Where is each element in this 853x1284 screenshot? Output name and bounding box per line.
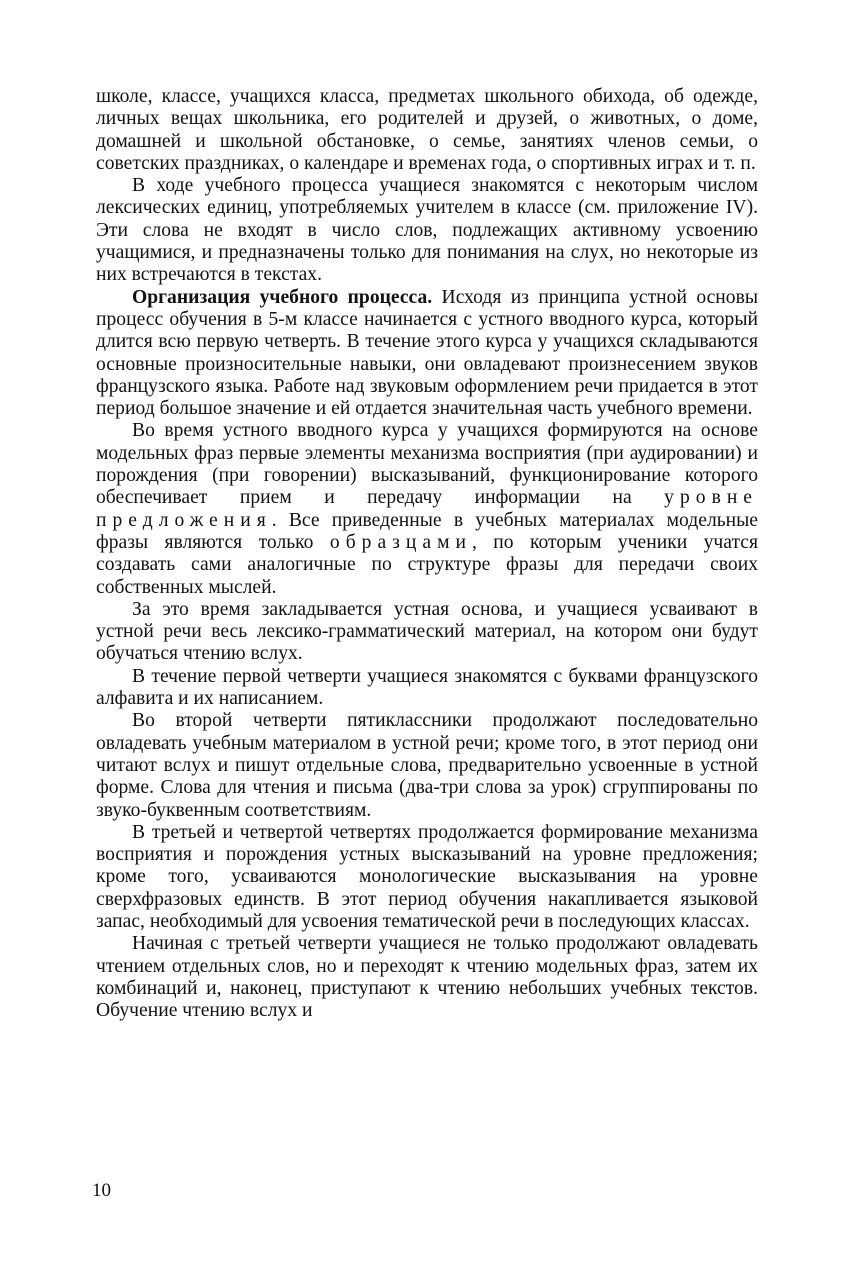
paragraph-8-text: В третьей и четвертой четвертях продолжается формирование механизма восприятия и порождения устных высказываний на уровне предложения; кроме того, усваиваются монологические высказывания на уровне сверхфразовых единств. В этот период обучения накапливается языковой запас, необходимый для усвоения тематической речи в последующих классах.	[96, 821, 758, 932]
emphasis-models: образцами	[329, 531, 472, 553]
paragraph-4	[96, 420, 758, 598]
paragraph-4-text-c: , по которым ученики учатся создавать сами аналогичные по структуре фразы для передачи своих собственных мыслей.	[96, 531, 758, 598]
paragraph-9-text: Начиная с третьей четверти учащиеся не только продолжают овладевать чтением отдельных слов, но и переходят к чтению модельных фраз, затем их комбинаций и, наконец, приступают к чтению небольших учебных текстов. Обучение чтению вслух и	[96, 933, 758, 1022]
paragraph-2-text: В ходе учебного процесса учащиеся знакомятся с некоторым числом лексических единиц, употребляемых учителем в классе (см. приложение IV). Эти слова не входят в число слов, подлежащих активному усвоению учащимися, и предназначены только для понимания на слух, но некоторые из них встречаются в текстах.	[96, 175, 758, 286]
paragraph-4-text-b: . Все приведенные в учебных материалах модельные фразы являются только	[96, 509, 758, 553]
section-heading: Организация учебного процесса.	[132, 286, 433, 308]
paragraph-5-text: За это время закладывается устная основа, и учащиеся усваивают в устной речи весь лексико-грамматический материал, на котором они будут обучаться чтению вслух.	[96, 598, 758, 665]
paragraph-3-text: Исходя из принципа устной основы процесс обучения в 5-м классе начинается с устного вводного курса, который длится всю первую четверть. В течение этого курса у учащихся складываются основные произносительные навыки, они овладевают произнесением звуков французского языка. Работе над звуковым оформлением речи придается в этот период большое значение и ей отдается значительная часть учебного времени.	[96, 286, 758, 420]
emphasis-level-of-sentence: уровне предложения	[96, 487, 758, 531]
paragraph-4-text-a: Во время устного вводного курса у учащихся формируются на основе модельных фраз первые элементы механизма восприятия (при аудировании) и порождения (при говорении) высказываний, функционирование которого обеспечивает прием и передачу информации на	[96, 420, 758, 509]
paragraph-9	[96, 933, 758, 1022]
paragraph-5	[96, 599, 758, 666]
paragraph-2	[96, 175, 758, 286]
paragraph-6-text: В течение первой четверти учащиеся знакомятся с буквами французского алфавита и их написанием.	[96, 665, 758, 710]
paragraph-3	[96, 287, 758, 421]
paragraph-6	[96, 666, 758, 711]
paragraph-8	[96, 822, 758, 933]
paragraph-7-text: Во второй четверти пятиклассники продолжают последовательно овладевать учебным материалом в устной речи; кроме того, в этот период они читают вслух и пишут отдельные слова, предварительно усвоенные в устной форме. Слова для чтения и письма (два-три слова за урок) сгруппированы по звуко-буквенным соответствиям.	[96, 710, 758, 821]
page-number: 10	[92, 1180, 111, 1201]
paragraph-7	[96, 710, 758, 821]
paragraph-1	[96, 86, 758, 175]
page-text	[96, 86, 758, 1022]
paragraph-1-text: школе, классе, учащихся класса, предметах школьного обихода, об одежде, личных вещах школьника, его родителей и друзей, о животных, о доме, домашней и школьной обстановке, о семье, занятиях членов семьи, о советских праздниках, о календаре и временах года, о спортивных играх и т. п.	[96, 86, 758, 174]
